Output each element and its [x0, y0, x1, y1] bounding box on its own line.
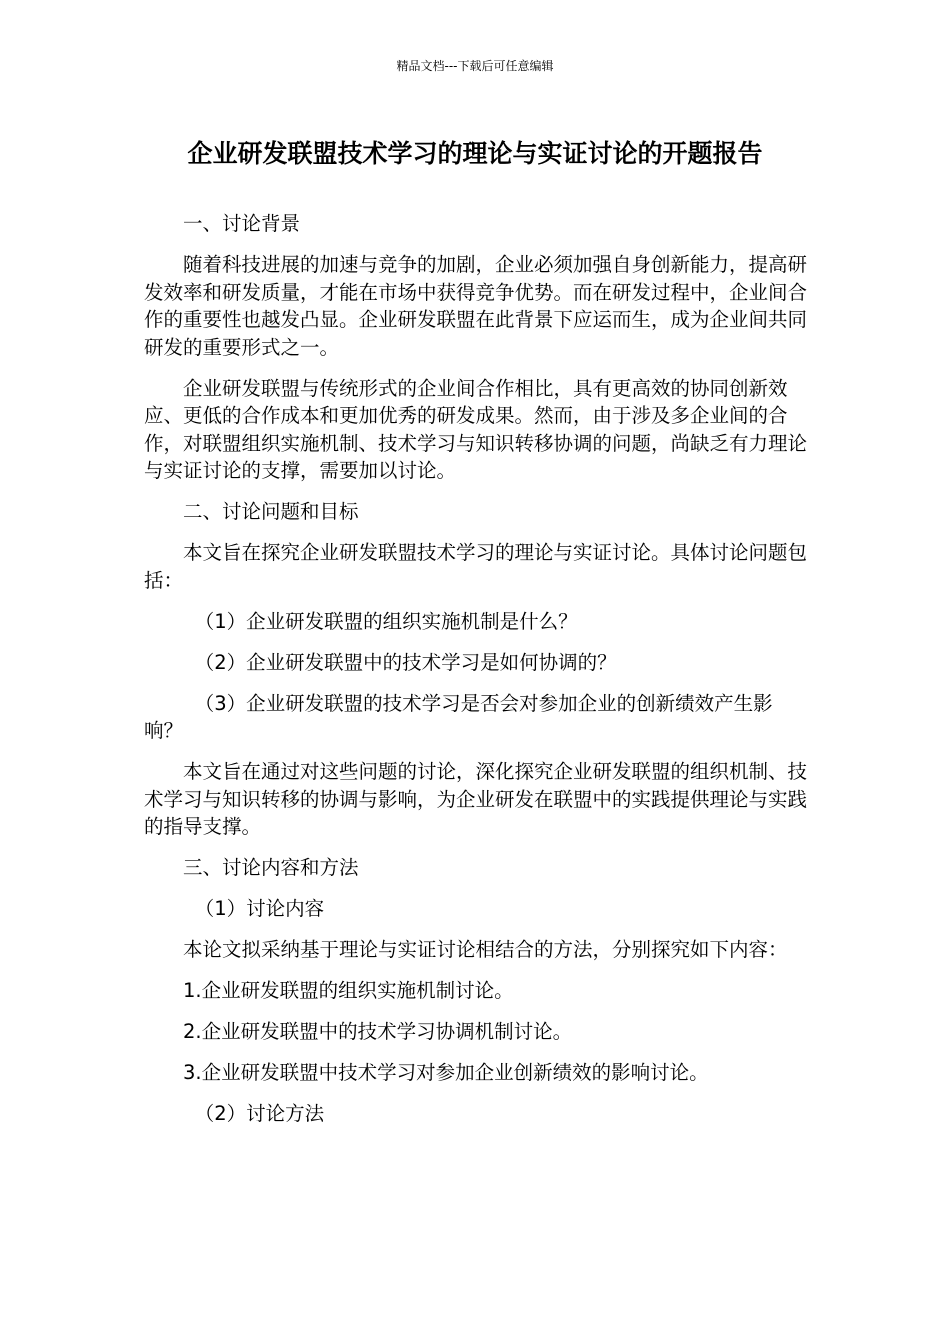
document-title: 企业研发联盟技术学习的理论与实证讨论的开题报告: [187, 139, 763, 168]
question-item: （1）企业研发联盟的组织实施机制是什么？: [194, 609, 578, 633]
question-item: （3）企业研发联盟的技术学习是否会对参加企业的创新绩效产生影响？: [144, 691, 773, 742]
document-body: [144, 210, 809, 1141]
subsection-heading-content: （1）讨论内容: [194, 897, 325, 920]
content-item: 1.企业研发联盟的组织实施机制讨论。: [183, 979, 514, 1002]
content-item: 3.企业研发联盟中技术学习对参加企业创新绩效的影响讨论。: [183, 1061, 709, 1084]
content-item: 2.企业研发联盟中的技术学习协调机制讨论。: [183, 1020, 573, 1043]
section-heading-background: 一、讨论背景: [183, 212, 301, 235]
header-note: 精品文档---下载后可任意编辑: [396, 59, 554, 73]
question-item: （2）企业研发联盟中的技术学习是如何协调的？: [194, 650, 617, 674]
subsection-heading-methods: （2）讨论方法: [194, 1102, 325, 1125]
paragraph: 本文旨在探究企业研发联盟技术学习的理论与实证讨论。具体讨论问题包括：: [144, 541, 808, 592]
paragraph: 随着科技进展的加速与竞争的加剧，企业必须加强自身创新能力，提高研发效率和研发质量，才能在市场中获得竞争优势。而在研发过程中，企业间合作的重要性也越发凸显。企业研发联盟在此背景下应运而生，成为企业间共同研发的重要形式之一。: [144, 253, 808, 359]
paragraph: 本文旨在通过对这些问题的讨论，深化探究企业研发联盟的组织机制、技术学习与知识转移的协调与影响，为企业研发在联盟中的实践提供理论与实践的指导支撑。: [144, 760, 808, 838]
paragraph: 企业研发联盟与传统形式的企业间合作相比，具有更高效的协同创新效应、更低的合作成本和更加优秀的研发成果。然而，由于涉及多企业间的合作，对联盟组织实施机制、技术学习与知识转移协调的问题，尚缺乏有力理论与实证讨论的支撑，需要加以讨论。: [144, 376, 808, 482]
paragraph: 本论文拟采纳基于理论与实证讨论相结合的方法，分别探究如下内容：: [183, 938, 788, 961]
section-heading-content-methods: 三、讨论内容和方法: [183, 856, 359, 879]
section-heading-questions: 二、讨论问题和目标: [183, 500, 359, 523]
